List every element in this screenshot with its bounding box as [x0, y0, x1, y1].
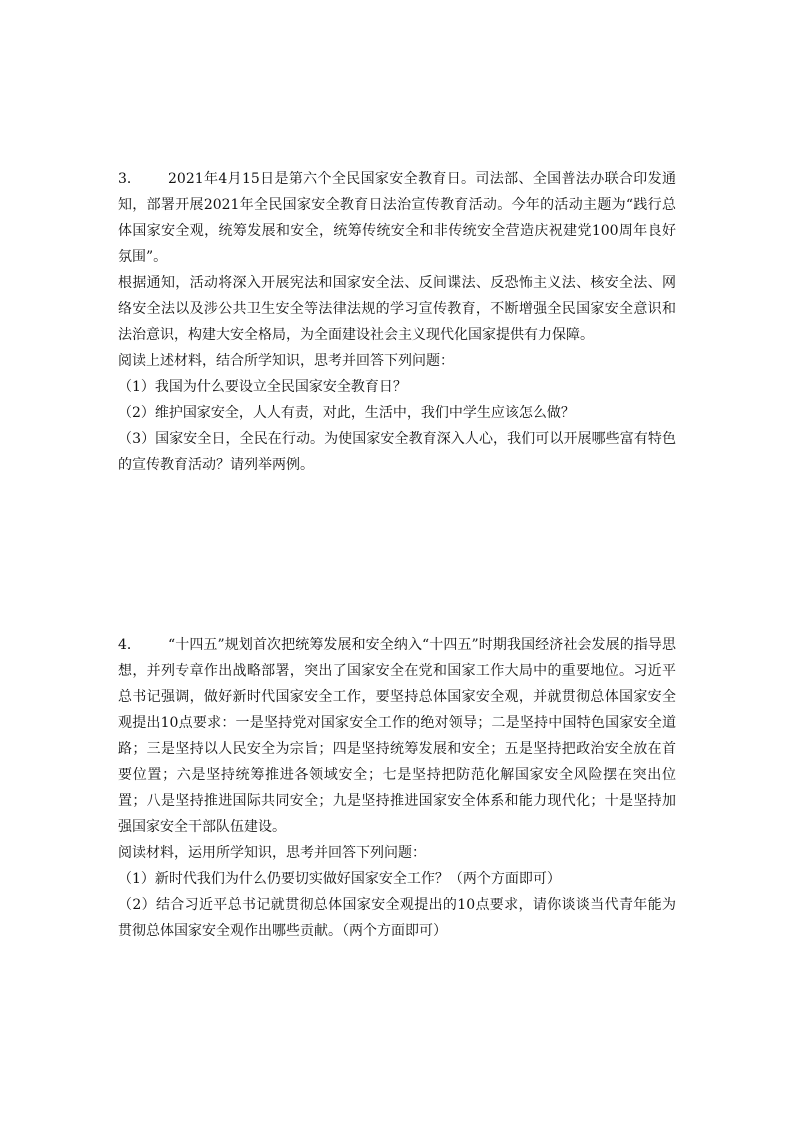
question-3-stem-line — [118, 166, 676, 270]
question-3-sub-2: （2）维护国家安全，人人有责，对此，生活中，我们中学生应该怎么做？ — [118, 405, 575, 421]
question-4-stem-line — [118, 632, 676, 840]
question-3-sub-1: （1）我国为什么要设立全民国家安全教育日？ — [118, 379, 407, 395]
question-3-prompt: 阅读上述材料，结合所学知识，思考并回答下列问题： — [118, 353, 454, 369]
question-3-stem: 2021年4月15日是第六个全民国家安全教育日。司法部、全国普法办联合印发通知，部署开展2021年全民国家安全教育日法治宣传教育活动。今年的活动主题为“践行总体国家安全观，统筹发展和安全，统筹传统安全和非传统安全营造庆祝建党100周年良好氛围”。 — [118, 171, 676, 265]
question-4-stem: “十四五”规划首次把统筹发展和安全纳入“十四五”时期我国经济社会发展的指导思想，并列专章作出战略部署，突出了国家安全在党和国家工作大局中的重要地位。习近平总书记强调，做好新时代国家安全工作，要坚持总体国家安全观，并就贯彻总体国家安全观提出10点要求：一是坚持党对国家安全工作的绝对领导；二是坚持中国特色国家安全道路；三是坚持以人民安全为宗旨；四是坚持统筹发展和安全；五是坚持把政治安全放在首要位置；六是坚持统筹推进各领域安全；七是坚持把防范化解国家安全风险摆在突出位置；八是坚持推进国际共同安全；九是坚持推进国家安全体系和能力现代化；十是坚持加强国家安全干部队伍建设。 — [118, 637, 676, 835]
question-4-sub-1: （1）新时代我们为什么仍要切实做好国家安全工作？（两个方面即可） — [118, 871, 561, 887]
question-3-sub-3: （3）国家安全日，全民在行动。为使国家安全教育深入人心，我们可以开展哪些富有特色的宣传教育活动？请列举两例。 — [118, 431, 676, 473]
question-4-number: 4． — [118, 637, 141, 653]
question-3-number: 3． — [118, 171, 141, 187]
question-3 — [118, 166, 676, 478]
question-3-paragraph: 根据通知，活动将深入开展宪法和国家安全法、反间谍法、反恐怖主义法、核安全法、网络安全法以及涉公共卫生安全等法律法规的学习宣传教育，不断增强全民国家安全意识和法治意识，构建大安全格局，为全面建设社会主义现代化国家提供有力保障。 — [118, 275, 676, 343]
question-4-sub-2: （2）结合习近平总书记就贯彻总体国家安全观提出的10点要求，请你谈谈当代青年能为贯彻总体国家安全观作出哪些贡献。（两个方面即可） — [118, 897, 676, 939]
question-4 — [118, 632, 676, 944]
question-4-prompt: 阅读材料，运用所学知识，思考并回答下列问题： — [118, 845, 426, 861]
